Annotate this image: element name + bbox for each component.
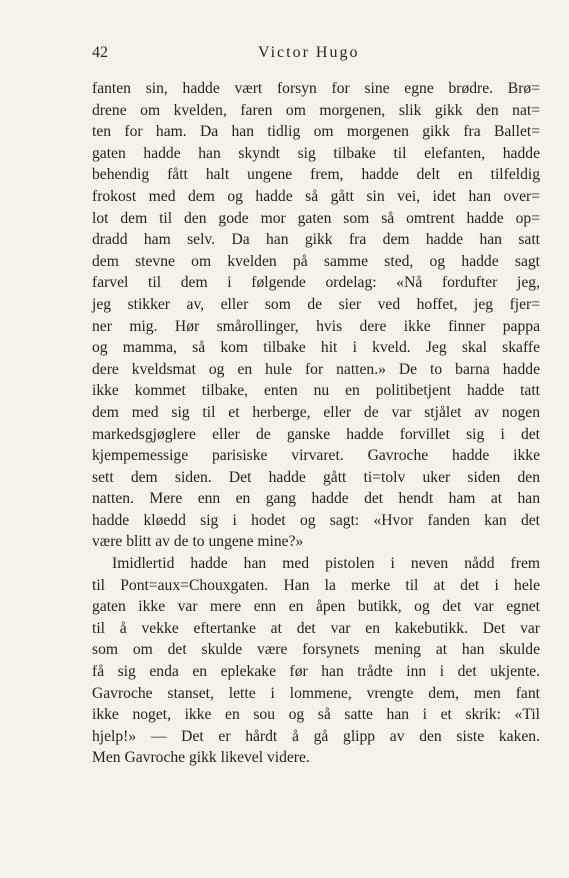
text-line: behendig fått halt ungene frem, hadde delt en tilfeldig: [92, 166, 540, 184]
text-line: ikke kommet tilbake, enten nu en politibetjent hadde tatt: [92, 382, 540, 400]
text-line: kjempemessige parisiske virvaret. Gavroche hadde ikke: [92, 447, 540, 465]
text-line: farvel til dem i følgende ordelag: «Nå fordufter jeg,: [92, 274, 540, 292]
text-line: til å vekke eftertanke at det var en kakebutikk. Det var: [92, 619, 540, 637]
text-line: hjelp!» — Det er hårdt å gå glipp av den siste kaken.: [92, 727, 540, 745]
text-line: natten. Mere enn en gang hadde det hendt ham at han: [92, 490, 540, 508]
text-line: jeg stikker av, eller som de sier ved hoffet, jeg fjer=: [92, 295, 540, 313]
text-line: dem med sig til et herberge, eller de var stjålet av nogen: [92, 403, 540, 421]
page-header: [92, 44, 538, 68]
text-line: og mamma, så kom tilbake hit i kveld. Jeg skal skaffe: [92, 339, 540, 357]
text-line: Gavroche stanset, lette i lommene, vrengte dem, men fant: [92, 684, 540, 702]
page-number: 42: [92, 44, 108, 61]
text-line: gaten ikke var mere enn en åpen butikk, og det var egnet: [92, 598, 540, 616]
text-line: markedsgjøglere eller de ganske hadde forvillet sig i det: [92, 425, 540, 443]
text-line: ikke noget, ikke en sou og så satte han i et skrik: «Til: [92, 706, 540, 724]
text-line: dradd ham selv. Da han gikk fra dem hadde han satt: [92, 231, 540, 249]
text-line: gaten hadde han skyndt sig tilbake til elefanten, hadde: [92, 144, 540, 162]
text-line: dere kveldsmat og en hule for natten.» De to barna hadde: [92, 360, 540, 378]
text-line: hadde kløedd sig i hodet og sagt: «Hvor fanden kan det: [92, 511, 540, 529]
running-head: Victor Hugo: [258, 44, 360, 61]
text-line: som om det skulde være forsynets mening at han skulde: [92, 641, 540, 659]
text-line: fanten sin, hadde vært forsyn for sine egne brødre. Brø=: [92, 80, 540, 97]
text-line: til Pont=aux=Chouxgaten. Han la merke til at det i hele: [92, 576, 540, 594]
text-line: frokost med dem og hadde så gått sin vei, idet han over=: [92, 187, 540, 205]
text-line: få sig enda en eplekake før han trådte inn i det ukjente.: [92, 663, 540, 681]
text-line: lot dem til den gode mor gaten som så omtrent hadde op=: [92, 209, 540, 227]
text-line: sett dem siden. Det hadde gått ti=tolv uker siden den: [92, 468, 540, 486]
text-line: være blitt av de to ungene mine?»: [92, 533, 304, 551]
text-line: Imidlertid hadde han med pistolen i neven nådd frem: [112, 555, 540, 573]
body-text: [92, 78, 540, 769]
text-line: ten for ham. Da han tidlig om morgenen gikk fra Ballet=: [92, 123, 540, 141]
text-line: dem stevne om kvelden på samme sted, og hadde sagt: [92, 252, 540, 270]
text-line: ner mig. Hør smårollinger, hvis dere ikke finner pappa: [92, 317, 540, 335]
text-line: Men Gavroche gikk likevel videre.: [92, 749, 310, 767]
text-line: drene om kvelden, faren om morgenen, slik gikk den nat=: [92, 101, 540, 119]
